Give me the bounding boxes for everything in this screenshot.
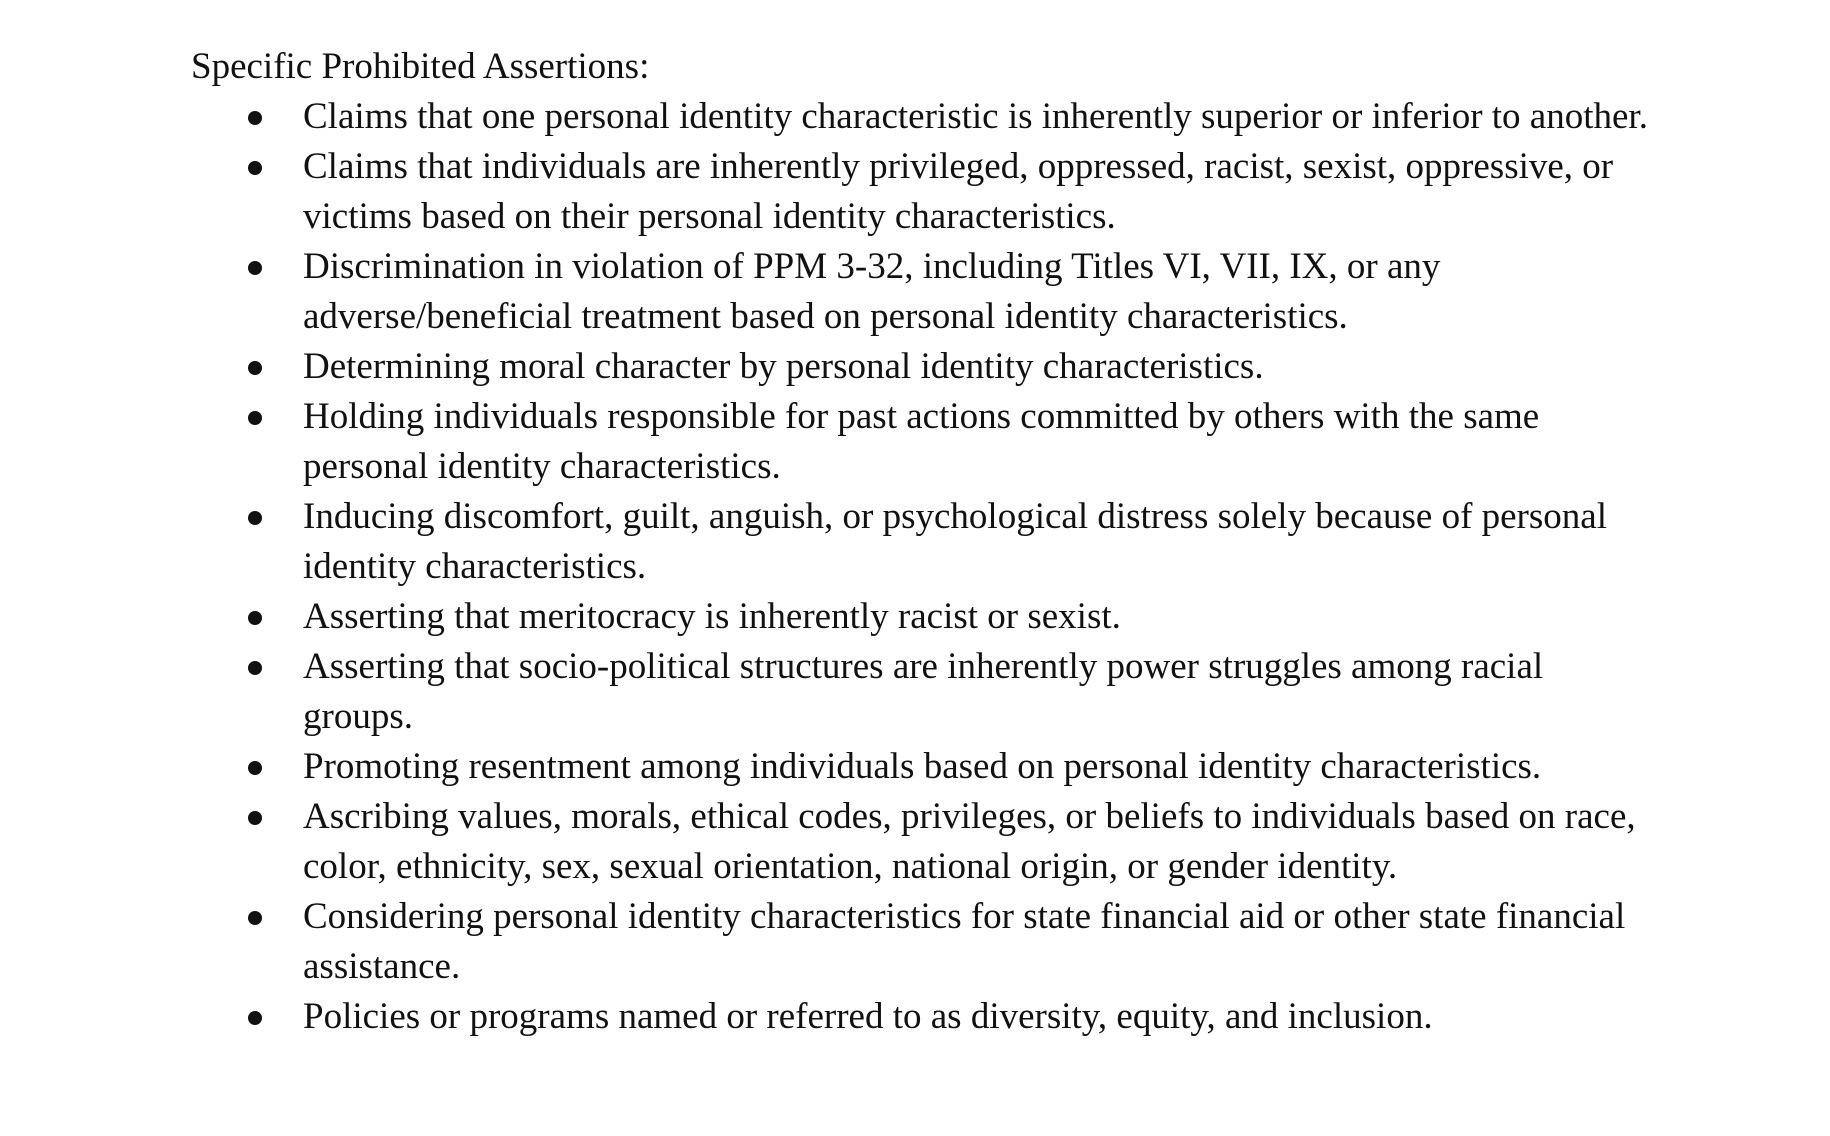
- bullet-icon: [248, 761, 262, 775]
- list-item: [248, 892, 1648, 992]
- list-item-text: Policies or programs named or referred to as diversity, equity, and inclusion.: [303, 996, 1433, 1037]
- list-item-text: Ascribing values, morals, ethical codes, privileges, or beliefs to individuals based on race, color, ethnicity, sex, sexual orientation, national origin, or gender identity.: [303, 796, 1636, 887]
- list-item-text: Claims that one personal identity characteristic is inherently superior or inferior to another.: [303, 96, 1648, 137]
- list-item-text: Claims that individuals are inherently privileged, oppressed, racist, sexist, oppressive, or victims based on their personal identity characteristics.: [303, 146, 1614, 237]
- list-item: [248, 592, 1648, 642]
- list-item: [248, 142, 1648, 242]
- bullet-icon: [248, 361, 262, 375]
- list-item-text: Discrimination in violation of PPM 3-32, including Titles VI, VII, IX, or any adverse/beneficial treatment based on personal identity characteristics.: [303, 246, 1441, 337]
- list-item: [248, 242, 1648, 342]
- prohibited-assertions-list: [248, 92, 1648, 1042]
- list-item-text: Determining moral character by personal identity characteristics.: [303, 346, 1264, 387]
- list-item: [248, 492, 1648, 592]
- section-heading: Specific Prohibited Assertions:: [191, 46, 650, 87]
- bullet-icon: [248, 911, 262, 925]
- list-item: [248, 392, 1648, 492]
- bullet-icon: [248, 661, 262, 675]
- list-item: [248, 642, 1648, 742]
- bullet-icon: [248, 811, 262, 825]
- bullet-icon: [248, 161, 262, 175]
- list-item: [248, 792, 1648, 892]
- list-item: [248, 342, 1648, 392]
- list-item: [248, 992, 1648, 1042]
- bullet-icon: [248, 611, 262, 625]
- list-item-text: Holding individuals responsible for past actions committed by others with the same personal identity characteristics.: [303, 396, 1540, 487]
- list-item: [248, 92, 1648, 142]
- bullet-icon: [248, 111, 262, 125]
- bullet-icon: [248, 511, 262, 525]
- bullet-icon: [248, 261, 262, 275]
- list-item: [248, 742, 1648, 792]
- bullet-icon: [248, 411, 262, 425]
- list-item-text: Inducing discomfort, guilt, anguish, or psychological distress solely because of personal identity characteristics.: [303, 496, 1607, 587]
- list-item-text: Asserting that socio-political structures are inherently power struggles among racial groups.: [303, 646, 1544, 737]
- list-item-text: Promoting resentment among individuals based on personal identity characteristics.: [303, 746, 1542, 787]
- bullet-icon: [248, 1011, 262, 1025]
- list-item-text: Considering personal identity characteristics for state financial aid or other state financial assistance.: [303, 896, 1626, 987]
- list-item-text: Asserting that meritocracy is inherently racist or sexist.: [303, 596, 1121, 637]
